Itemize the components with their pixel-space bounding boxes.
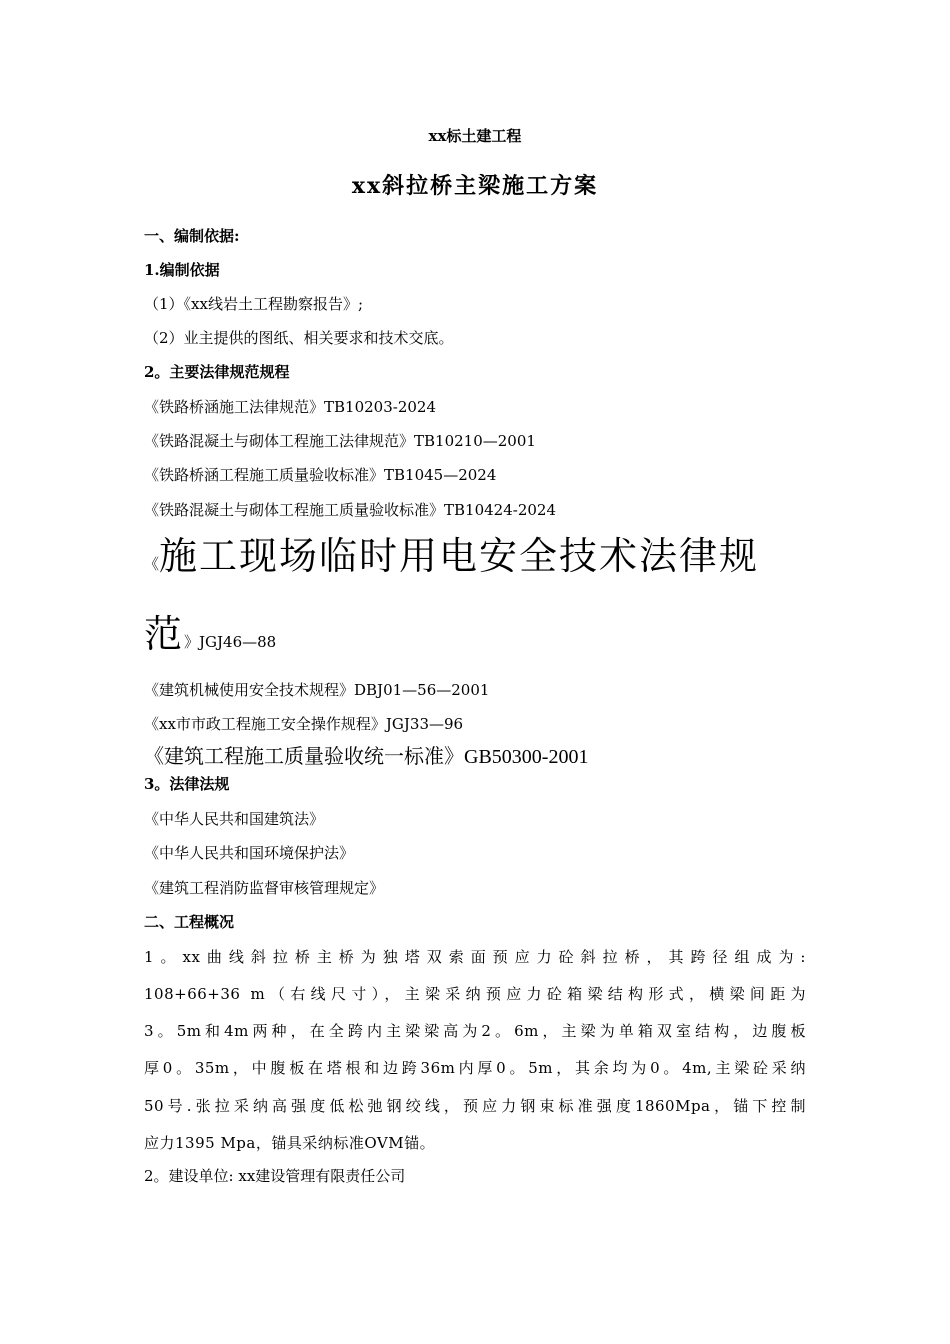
overview-paragraph-line: 1。xx曲线斜拉桥主桥为独塔双索面预应力砼斜拉桥，其跨径组成为: bbox=[144, 948, 806, 966]
code-item-large-text: 施工现场临时用电安全技术法律规 bbox=[159, 534, 760, 578]
overview-paragraph-line: 应力1395 Mpa，锚具采纳标准OVM锚。 bbox=[144, 1134, 436, 1152]
subsection-heading-laws: 3。法律法规 bbox=[144, 775, 230, 793]
code-item: 《铁路混凝土与砌体工程施工质量验收标准》TB10424-2024 bbox=[144, 501, 556, 519]
overview-paragraph-line: 厚0。35m，中腹板在塔根和边跨36m内厚0。5m，其余均为0。4m,主梁砼采纳 bbox=[144, 1059, 806, 1077]
code-item: 《铁路桥涵工程施工质量验收标准》TB1045—2024 bbox=[144, 466, 497, 484]
law-item: 《中华人民共和国建筑法》 bbox=[144, 810, 325, 828]
document-subtitle: xx标土建工程 bbox=[428, 127, 522, 145]
overview-paragraph-line: 50号.张拉采纳高强度低松弛钢绞线，预应力钢束标准强度1860Mpa，锚下控制 bbox=[144, 1097, 806, 1115]
code-item: 《建筑机械使用安全技术规程》DBJ01—56—2001 bbox=[144, 681, 490, 699]
code-item-large-code: 》JGJ46—88 bbox=[184, 633, 277, 651]
code-item-large-text-end: 范 bbox=[144, 612, 185, 656]
code-item-large bbox=[144, 534, 759, 586]
document-title: xx斜拉桥主梁施工方案 bbox=[351, 173, 599, 199]
code-item: 《铁路混凝土与砌体工程施工法律规范》TB10210—2001 bbox=[144, 432, 536, 450]
code-item-large-continued bbox=[144, 612, 276, 664]
law-item: 《中华人民共和国环境保护法》 bbox=[144, 844, 355, 862]
overview-paragraph-line: 3。5m和4m两种，在全跨内主梁梁高为2。6m，主梁为单箱双室结构，边腹板 bbox=[144, 1022, 806, 1040]
code-item-medium: 《建筑工程施工质量验收统一标准》GB50300-2001 bbox=[144, 746, 589, 768]
overview-paragraph-line: 108+66+36 m（右线尺寸），主梁采纳预应力砼箱梁结构形式，横梁间距为 bbox=[144, 985, 806, 1003]
law-item: 《建筑工程消防监督审核管理规定》 bbox=[144, 879, 385, 897]
basis-item: （1）《xx线岩土工程勘察报告》; bbox=[144, 295, 364, 313]
basis-item: （2）业主提供的图纸、相关要求和技术交底。 bbox=[144, 329, 454, 347]
subsection-heading-basis: 1.编制依据 bbox=[144, 261, 220, 279]
section-heading-basis: 一、编制依据: bbox=[144, 227, 240, 245]
code-item: 《xx市市政工程施工安全操作规程》JGJ33—96 bbox=[144, 715, 464, 733]
subsection-heading-codes: 2。主要法律规范规程 bbox=[144, 363, 290, 381]
code-item-large-open: 《 bbox=[144, 555, 160, 573]
section-heading-overview: 二、工程概况 bbox=[144, 913, 235, 931]
overview-builder: 2。建设单位: xx建设管理有限责任公司 bbox=[144, 1167, 406, 1185]
code-item: 《铁路桥涵施工法律规范》TB10203-2024 bbox=[144, 398, 436, 416]
